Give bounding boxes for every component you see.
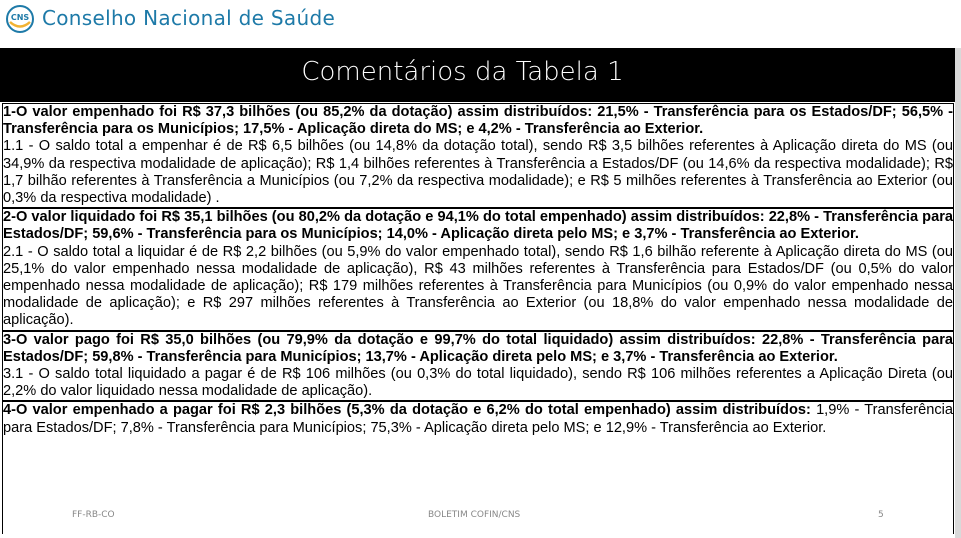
section-2-detail: 2.1 - O saldo total a liquidar é de R$ 2,2 bilhões (ou 5,9% do valor empenhado total), sendo R$ 1,6 bilhão referente à Aplicação direta do MS (ou 25,1% do valor empenhado nessa modalidade de aplicação), R$ 43 milhões referentes à Transferência para Estados/DF (ou 0,5% do valor empenhado nessa modalidade de aplicação); R$ 179 milhões referentes à Transferência para Municípios (ou 0,9% do valor empenhado nessa modalidade de aplicação); e R$ 297 milhões referentes à Transferência ao Exterior (ou 18,8% do valor empenhado nessa modalidade de aplicação). [3, 243, 953, 329]
footer-left: FF-RB-CO [72, 510, 115, 520]
page-title: Comentários da Tabela 1 [301, 57, 624, 87]
comment-section-4 [3, 402, 953, 436]
org-name: Conselho Nacional de Saúde [42, 6, 336, 30]
title-bar [0, 48, 961, 102]
comment-section-2 [3, 209, 953, 331]
section-1-heading: 1-O valor empenhado foi R$ 37,3 bilhões (ou 85,2% da dotação) assim distribuídos: 21,5% - Transferência para os Estados/DF; 56,5% - Transferência para os Municípios; 17,5% - Aplicação direta do MS; e 4,2% - Transferência ao Exterior. [3, 104, 953, 138]
comments-table [2, 103, 954, 534]
section-3-detail: 3.1 - O saldo total liquidado a pagar é de R$ 106 milhões (ou 0,3% do total liquidado), sendo R$ 106 milhões referentes a Aplicação Direta (ou 2,2% do valor liquidado nessa modalidade de aplicação). [3, 366, 953, 400]
header [0, 0, 961, 48]
section-4-detail: 1,9% - Transferência para Estados/DF; 7,8% - Transferência para Municípios; 75,3% - Aplicação direta pelo MS; e 12,9% - Transferência ao Exterior. [3, 402, 953, 436]
section-4-heading: 4-O valor empenhado a pagar foi R$ 2,3 bilhões (5,3% da dotação e 6,2% do total empenhado) assim distribuídos: [3, 402, 811, 419]
footer-center: BOLETIM COFIN/CNS [428, 510, 521, 520]
cns-logo-icon [6, 5, 34, 33]
footer-page-number: 5 [878, 510, 884, 520]
right-edge-strip [955, 48, 961, 538]
section-3-heading: 3-O valor pago foi R$ 35,0 bilhões (ou 79,9% da dotação e 99,7% do total liquidado) assim distribuídos: 22,8% - Transferência para Estados/DF; 59,8% - Transferência para Municípios; 13,7% - Aplicação direta pelo MS; e 3,7% - Transferência ao Exterior. [3, 331, 953, 365]
comment-section-1 [3, 104, 953, 209]
section-4-text [3, 402, 953, 436]
section-2-heading: 2-O valor liquidado foi R$ 35,1 bilhões (ou 80,2% da dotação e 94,1% do total empenhado) assim distribuídos: 22,8% - Transferência para Estados/DF; 59,6% - Transferência para os Municípios; 14,0% - Aplicação direta pelo MS; e 3,7% - Transferência ao Exterior. [3, 209, 953, 243]
logo-text: CNS [10, 13, 30, 22]
comment-section-3 [3, 332, 953, 403]
section-1-detail: 1.1 - O saldo total a empenhar é de R$ 6,5 bilhões (ou 14,8% da dotação total), sendo R$ 3,5 bilhões referentes à Aplicação direta do MS (ou 34,9% da respectiva modalidade de aplicação); R$ 1,4 bilhões referentes à Transferência a Estados/DF (ou 14,6% da respectiva modalidade); R$ 1,7 bilhão referentes à Transferência a Municípios (ou 7,2% da respectiva modalidade); e R$ 5 milhões referentes à Transferência ao Exterior (ou 0,3% da respectiva modalidade) . [3, 138, 953, 207]
